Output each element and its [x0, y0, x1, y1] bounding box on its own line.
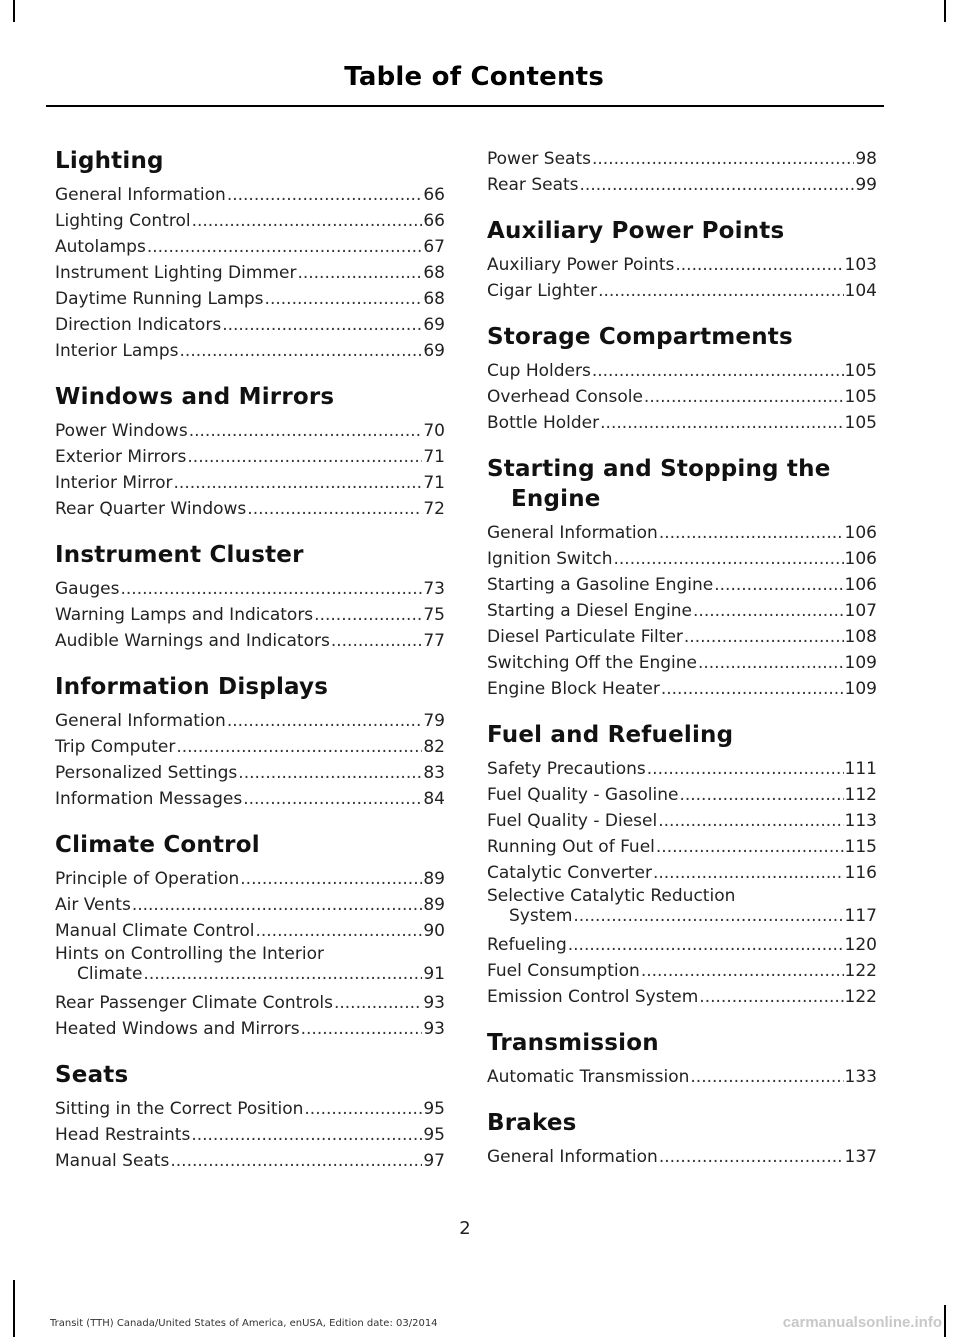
- toc-entry[interactable]: [55, 1096, 445, 1122]
- toc-entry-label: Power Seats: [487, 149, 591, 169]
- toc-entry[interactable]: [487, 146, 877, 172]
- toc-entry-label: Automatic Transmission: [487, 1067, 690, 1087]
- toc-entry-page: 93: [423, 1019, 445, 1039]
- section-heading: [487, 1028, 877, 1058]
- section-heading-text: Windows and Mirrors: [55, 384, 335, 410]
- toc-entry-label: Instrument Lighting Dimmer: [55, 263, 297, 283]
- toc-entry[interactable]: [55, 1148, 445, 1174]
- dot-leader: [189, 418, 423, 444]
- toc-entry-label: Cup Holders: [487, 361, 591, 381]
- toc-entry[interactable]: [487, 984, 877, 1010]
- section-heading-text: Lighting: [55, 148, 164, 174]
- toc-entry-page: 112: [844, 785, 877, 805]
- toc-section: [55, 540, 445, 654]
- toc-entry[interactable]: [55, 760, 445, 786]
- toc-entry-page: 66: [423, 211, 445, 231]
- toc-entry-page: 68: [423, 263, 445, 283]
- dot-leader: [684, 624, 844, 650]
- toc-entry-page: 113: [844, 811, 877, 831]
- toc-entry-page: 82: [423, 737, 445, 757]
- toc-section: [55, 672, 445, 812]
- dot-leader: [314, 602, 422, 628]
- toc-entry-page: 111: [844, 759, 877, 779]
- toc-entry-page: 71: [423, 447, 445, 467]
- crop-mark-top-right-vertical: [944, 0, 946, 22]
- toc-entry[interactable]: [487, 520, 877, 546]
- dot-leader: [227, 182, 423, 208]
- section-heading: [487, 1108, 877, 1138]
- toc-entry[interactable]: [487, 410, 877, 436]
- toc-entry[interactable]: [487, 358, 877, 384]
- dot-leader: [180, 338, 423, 364]
- toc-entry-page: 99: [855, 175, 877, 195]
- dot-leader: [227, 708, 423, 734]
- dot-leader: [568, 932, 844, 958]
- toc-entry[interactable]: [487, 252, 877, 278]
- toc-entry-page: 105: [844, 361, 877, 381]
- section-heading: [55, 1060, 445, 1090]
- section-heading-text: Transmission: [487, 1030, 659, 1056]
- toc-entry-label: Information Messages: [55, 789, 243, 809]
- dot-leader: [334, 990, 422, 1016]
- toc-entry[interactable]: [55, 182, 445, 208]
- dot-leader: [297, 260, 422, 286]
- dot-leader: [222, 312, 422, 338]
- toc-entry-page: 109: [844, 679, 877, 699]
- toc-entry-page: 95: [423, 1125, 445, 1145]
- dot-leader: [592, 146, 854, 172]
- toc-entry-page: 133: [844, 1067, 877, 1087]
- toc-entry-page: 107: [844, 601, 877, 621]
- header-divider: [46, 105, 884, 107]
- toc-entry-page: 91: [423, 964, 445, 984]
- toc-entry[interactable]: [55, 892, 445, 918]
- toc-entry-label: Starting a Diesel Engine: [487, 601, 693, 621]
- toc-right-column: [487, 146, 877, 1188]
- page-title: Table of Contents: [344, 62, 604, 92]
- toc-entry-label: Interior Mirror: [55, 473, 173, 493]
- toc-entry-page: 67: [423, 237, 445, 257]
- toc-entry-page: 66: [423, 185, 445, 205]
- toc-entry-label: Emission Control System: [487, 987, 699, 1007]
- toc-entry-label: Power Windows: [55, 421, 188, 441]
- dot-leader: [679, 782, 843, 808]
- toc-section: [55, 146, 445, 364]
- toc-entry-page: 115: [844, 837, 877, 857]
- toc-entry-page: 106: [844, 575, 877, 595]
- toc-entry-page: 69: [423, 341, 445, 361]
- toc-entry-label: Auxiliary Power Points: [487, 255, 675, 275]
- toc-entry-label: General Information: [55, 185, 226, 205]
- dot-leader: [644, 384, 844, 410]
- toc-entry[interactable]: [487, 1064, 877, 1090]
- dot-leader: [653, 860, 844, 886]
- dot-leader: [192, 208, 423, 234]
- dot-leader: [238, 760, 422, 786]
- toc-entry-label: Selective Catalytic Reduction: [487, 886, 736, 906]
- toc-entry[interactable]: [55, 418, 445, 444]
- dot-leader: [170, 1148, 422, 1174]
- toc-entry[interactable]: [487, 958, 877, 984]
- toc-entry-label: General Information: [55, 711, 226, 731]
- dot-leader: [143, 964, 422, 984]
- toc-entry-label: Principle of Operation: [55, 869, 240, 889]
- toc-section: [487, 454, 877, 702]
- dot-leader: [661, 676, 844, 702]
- toc-entry-page: 106: [844, 523, 877, 543]
- toc-entry-label: General Information: [487, 523, 658, 543]
- toc-entry-page: 72: [423, 499, 445, 519]
- toc-entry-page: 73: [423, 579, 445, 599]
- toc-entry-label: Autolamps: [55, 237, 146, 257]
- section-heading: [55, 146, 445, 176]
- dot-leader: [240, 866, 422, 892]
- toc-entry[interactable]: [487, 546, 877, 572]
- toc-entry-page: 103: [844, 255, 877, 275]
- toc-section: [487, 216, 877, 304]
- dot-leader: [247, 496, 422, 522]
- dot-leader: [659, 520, 844, 546]
- toc-entry[interactable]: [487, 278, 877, 304]
- toc-entry-continuation: [55, 964, 445, 984]
- section-heading-text: Starting and Stopping the: [487, 456, 831, 482]
- dot-leader: [147, 234, 423, 260]
- toc-entry-label: Gauges: [55, 579, 120, 599]
- toc-entry-label: Starting a Gasoline Engine: [487, 575, 714, 595]
- toc-entry[interactable]: [55, 444, 445, 470]
- dot-leader: [132, 892, 423, 918]
- section-heading: [487, 720, 877, 750]
- dot-leader: [265, 286, 423, 312]
- section-heading-continuation: Engine: [511, 486, 601, 512]
- section-heading: [487, 216, 877, 246]
- toc-entry-label: Personalized Settings: [55, 763, 238, 783]
- toc-entry[interactable]: [487, 860, 877, 886]
- toc-entry-label: Running Out of Fuel: [487, 837, 655, 857]
- toc-entry[interactable]: [55, 312, 445, 338]
- toc-entry[interactable]: [55, 338, 445, 364]
- toc-entry-page: 104: [844, 281, 877, 301]
- toc-entry-page: 122: [844, 961, 877, 981]
- crop-mark-bottom-right-vertical: [944, 1305, 946, 1337]
- toc-entry-label: Ignition Switch: [487, 549, 613, 569]
- dot-leader: [690, 1064, 843, 1090]
- toc-entry[interactable]: [487, 834, 877, 860]
- toc-entry[interactable]: [55, 708, 445, 734]
- toc-section: [55, 1060, 445, 1174]
- dot-leader: [120, 576, 422, 602]
- toc-entry-label: Trip Computer: [55, 737, 176, 757]
- footer-edition-info: Transit (TTH) Canada/United States of America, enUSA, Edition date: 03/2014: [50, 1318, 438, 1329]
- toc-entry[interactable]: [55, 496, 445, 522]
- toc-section: [487, 146, 877, 198]
- toc-entry-label: Overhead Console: [487, 387, 643, 407]
- toc-entry-label: Exterior Mirrors: [55, 447, 187, 467]
- toc-entry-page: 90: [423, 921, 445, 941]
- toc-entry-page: 89: [423, 895, 445, 915]
- section-heading-text: Auxiliary Power Points: [487, 218, 785, 244]
- toc-entry-page: 71: [423, 473, 445, 493]
- dot-leader: [647, 756, 844, 782]
- dot-leader: [714, 572, 843, 598]
- toc-entry[interactable]: [487, 172, 877, 198]
- toc-entry-label: Refueling: [487, 935, 567, 955]
- toc-entry-label: Heated Windows and Mirrors: [55, 1019, 300, 1039]
- toc-entry-page: 108: [844, 627, 877, 647]
- toc-entry-label: Bottle Holder: [487, 413, 600, 433]
- dot-leader: [600, 410, 843, 436]
- toc-entry-continuation: [487, 906, 877, 926]
- toc-entry-page: 117: [844, 906, 877, 926]
- toc-entry-label: Engine Block Heater: [487, 679, 660, 699]
- toc-entry[interactable]: [55, 260, 445, 286]
- toc-entry-page: 89: [423, 869, 445, 889]
- toc-entry-label: Rear Seats: [487, 175, 579, 195]
- dot-leader: [191, 1122, 422, 1148]
- toc-entry-page: 122: [844, 987, 877, 1007]
- toc-entry[interactable]: [55, 1016, 445, 1042]
- toc-entry-page: 68: [423, 289, 445, 309]
- toc-entry[interactable]: [487, 1144, 877, 1170]
- toc-entry-page: 79: [423, 711, 445, 731]
- dot-leader: [331, 628, 423, 654]
- toc-entry-page: 137: [844, 1147, 877, 1167]
- toc-entry-label: Fuel Quality - Gasoline: [487, 785, 679, 805]
- toc-section: [487, 1028, 877, 1090]
- toc-entry-page: 70: [423, 421, 445, 441]
- toc-entry-label: Manual Climate Control: [55, 921, 255, 941]
- toc-entry-label: Switching Off the Engine: [487, 653, 697, 673]
- dot-leader: [659, 1144, 844, 1170]
- toc-entry[interactable]: [55, 286, 445, 312]
- toc-entry[interactable]: [487, 650, 877, 676]
- dot-leader: [174, 470, 423, 496]
- crop-mark-bottom-left-vertical: [13, 1280, 15, 1337]
- dot-leader: [580, 172, 855, 198]
- toc-entry-label: Fuel Quality - Diesel: [487, 811, 658, 831]
- dot-leader: [598, 278, 843, 304]
- toc-entry-page: 97: [423, 1151, 445, 1171]
- dot-leader: [693, 598, 844, 624]
- toc-entry-page: 120: [844, 935, 877, 955]
- toc-entry-page: 106: [844, 549, 877, 569]
- page-number: 2: [459, 1218, 471, 1239]
- toc-entry-label-continued: System: [509, 906, 573, 926]
- section-heading-text: Climate Control: [55, 832, 260, 858]
- toc-entry[interactable]: [487, 782, 877, 808]
- toc-entry-label-continued: Climate: [77, 964, 143, 984]
- toc-entry[interactable]: [55, 628, 445, 654]
- toc-entry[interactable]: [55, 990, 445, 1016]
- dot-leader: [656, 834, 844, 860]
- dot-leader: [698, 650, 844, 676]
- toc-entry-label: Air Vents: [55, 895, 131, 915]
- toc-entry-page: 84: [423, 789, 445, 809]
- toc-entry[interactable]: [487, 676, 877, 702]
- toc-entry-label: Daytime Running Lamps: [55, 289, 264, 309]
- dot-leader: [243, 786, 422, 812]
- toc-section: [487, 720, 877, 1010]
- toc-entry[interactable]: [55, 944, 445, 984]
- toc-entry[interactable]: [55, 1122, 445, 1148]
- toc-entry[interactable]: [55, 208, 445, 234]
- toc-entry[interactable]: [55, 786, 445, 812]
- toc-entry-label: General Information: [487, 1147, 658, 1167]
- dot-leader: [304, 1096, 422, 1122]
- toc-entry-label: Audible Warnings and Indicators: [55, 631, 330, 651]
- toc-entry-label: Rear Passenger Climate Controls: [55, 993, 333, 1013]
- toc-entry-page: 69: [423, 315, 445, 335]
- toc-entry[interactable]: [55, 866, 445, 892]
- toc-entry-page: 77: [423, 631, 445, 651]
- section-heading: [55, 382, 445, 412]
- toc-entry[interactable]: [55, 918, 445, 944]
- toc-entry[interactable]: [487, 598, 877, 624]
- toc-section: [487, 322, 877, 436]
- dot-leader: [641, 958, 844, 984]
- dot-leader: [187, 444, 422, 470]
- dot-leader: [301, 1016, 423, 1042]
- toc-entry-label: Fuel Consumption: [487, 961, 640, 981]
- toc-entry[interactable]: [55, 470, 445, 496]
- toc-entry-page: 105: [844, 413, 877, 433]
- watermark-logo: carmanualsonline.info: [782, 1314, 942, 1331]
- toc-section: [487, 1108, 877, 1170]
- toc-entry-label: Lighting Control: [55, 211, 191, 231]
- toc-entry[interactable]: [487, 572, 877, 598]
- toc-entry-page: 116: [844, 863, 877, 883]
- section-heading-text: Instrument Cluster: [55, 542, 304, 568]
- toc-entry-page: 93: [423, 993, 445, 1013]
- dot-leader: [658, 808, 843, 834]
- toc-entry-page: 109: [844, 653, 877, 673]
- toc-entry[interactable]: [487, 624, 877, 650]
- toc-entry-label: Cigar Lighter: [487, 281, 598, 301]
- section-heading-text: Seats: [55, 1062, 129, 1088]
- toc-entry-label: Warning Lamps and Indicators: [55, 605, 314, 625]
- section-heading: [487, 322, 877, 352]
- toc-entry[interactable]: [55, 602, 445, 628]
- section-heading: [55, 672, 445, 702]
- toc-entry-page: 98: [855, 149, 877, 169]
- dot-leader: [255, 918, 422, 944]
- toc-entry-label: Hints on Controlling the Interior: [55, 944, 324, 964]
- toc-entry-label: Direction Indicators: [55, 315, 222, 335]
- section-heading-text: Fuel and Refueling: [487, 722, 734, 748]
- dot-leader: [613, 546, 843, 572]
- section-heading: [55, 540, 445, 570]
- toc-entry[interactable]: [487, 756, 877, 782]
- dot-leader: [675, 252, 843, 278]
- section-heading-text: Storage Compartments: [487, 324, 793, 350]
- toc-entry-label: Safety Precautions: [487, 759, 646, 779]
- toc-entry-label: Head Restraints: [55, 1125, 191, 1145]
- toc-entry-page: 83: [423, 763, 445, 783]
- toc-entry[interactable]: [55, 234, 445, 260]
- toc-entry[interactable]: [487, 384, 877, 410]
- toc-left-column: [55, 146, 445, 1192]
- toc-entry-label: Rear Quarter Windows: [55, 499, 247, 519]
- toc-entry[interactable]: [55, 734, 445, 760]
- toc-section: [55, 830, 445, 1042]
- toc-section: [55, 382, 445, 522]
- toc-entry-page: 105: [844, 387, 877, 407]
- dot-leader: [592, 358, 844, 384]
- dot-leader: [176, 734, 422, 760]
- toc-entry-page: 75: [423, 605, 445, 625]
- section-heading: [487, 454, 877, 514]
- toc-entry-page: 95: [423, 1099, 445, 1119]
- dot-leader: [699, 984, 843, 1010]
- toc-entry-label: Catalytic Converter: [487, 863, 652, 883]
- toc-entry-label: Manual Seats: [55, 1151, 170, 1171]
- toc-entry[interactable]: [55, 576, 445, 602]
- toc-entry[interactable]: [487, 932, 877, 958]
- section-heading-text: Brakes: [487, 1110, 577, 1136]
- section-heading: [55, 830, 445, 860]
- toc-entry[interactable]: [487, 808, 877, 834]
- toc-entry-label: Sitting in the Correct Position: [55, 1099, 304, 1119]
- dot-leader: [573, 906, 843, 926]
- toc-entry[interactable]: [487, 886, 877, 926]
- section-heading-text: Information Displays: [55, 674, 329, 700]
- toc-entry-label: Interior Lamps: [55, 341, 179, 361]
- crop-mark-top-left-vertical: [13, 0, 15, 22]
- toc-entry-label: Diesel Particulate Filter: [487, 627, 683, 647]
